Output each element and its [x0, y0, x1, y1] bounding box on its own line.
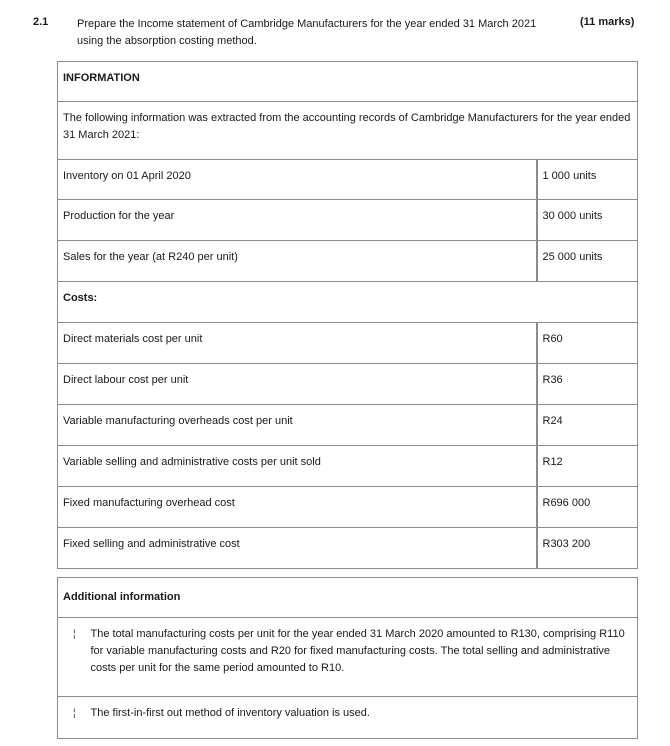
question-text: Prepare the Income statement of Cambridge Manufacturers for the year ended 31 March 2021 using the absorption costing method.: [77, 18, 537, 47]
row-value: R696 000: [537, 487, 638, 528]
table-row: [58, 528, 638, 569]
additional-heading: Additional information: [58, 578, 638, 618]
table-row: [58, 200, 638, 241]
costs-heading-row: [58, 282, 638, 323]
row-value: R24: [537, 405, 638, 446]
row-value: 1 000 units: [537, 160, 638, 200]
additional-heading-row: [58, 578, 638, 618]
row-label: Direct materials cost per unit: [58, 323, 537, 364]
row-value: R303 200: [537, 528, 638, 569]
bullet-icon: ¦: [58, 618, 91, 697]
row-value: 30 000 units: [537, 200, 638, 241]
table-row: [58, 364, 638, 405]
list-item: [58, 697, 638, 739]
costs-heading: Costs:: [58, 282, 638, 323]
row-value: R12: [537, 446, 638, 487]
row-label: Variable manufacturing overheads cost per unit: [58, 405, 537, 446]
table-row: [58, 160, 638, 200]
row-label: Variable selling and administrative costs per unit sold: [58, 446, 537, 487]
additional-information-table: [57, 577, 638, 739]
information-heading-row: [58, 62, 638, 102]
row-label: Production for the year: [58, 200, 537, 241]
table-row: [58, 323, 638, 364]
question-number: 2.1: [33, 16, 49, 28]
row-label: Fixed manufacturing overhead cost: [58, 487, 537, 528]
bullet-icon: ¦: [58, 697, 91, 739]
row-label: Sales for the year (at R240 per unit): [58, 241, 537, 282]
row-label: Direct labour cost per unit: [58, 364, 537, 405]
information-intro: The following information was extracted from the accounting records of Cambridge Manufacturers for the year ended 31 March 2021:: [58, 102, 638, 160]
list-item-text: The total manufacturing costs per unit for the year ended 31 March 2020 amounted to R130, comprising R110 for variable manufacturing costs and R20 for fixed manufacturing costs. The total selling and administrative costs per unit for the same period amounted to R10.: [91, 618, 638, 697]
table-row: [58, 446, 638, 487]
row-value: R60: [537, 323, 638, 364]
table-row: [58, 405, 638, 446]
row-value: 25 000 units: [537, 241, 638, 282]
table-row: [58, 487, 638, 528]
row-value: R36: [537, 364, 638, 405]
table-row: [58, 241, 638, 282]
information-table: [57, 61, 638, 569]
list-item-text: The first-in-first out method of inventory valuation is used.: [91, 697, 638, 739]
information-heading: INFORMATION: [58, 62, 638, 102]
information-intro-row: [58, 102, 638, 160]
row-label: Fixed selling and administrative cost: [58, 528, 537, 569]
row-label: Inventory on 01 April 2020: [58, 160, 537, 200]
list-item: [58, 618, 638, 697]
question-marks: (11 marks): [580, 16, 635, 28]
